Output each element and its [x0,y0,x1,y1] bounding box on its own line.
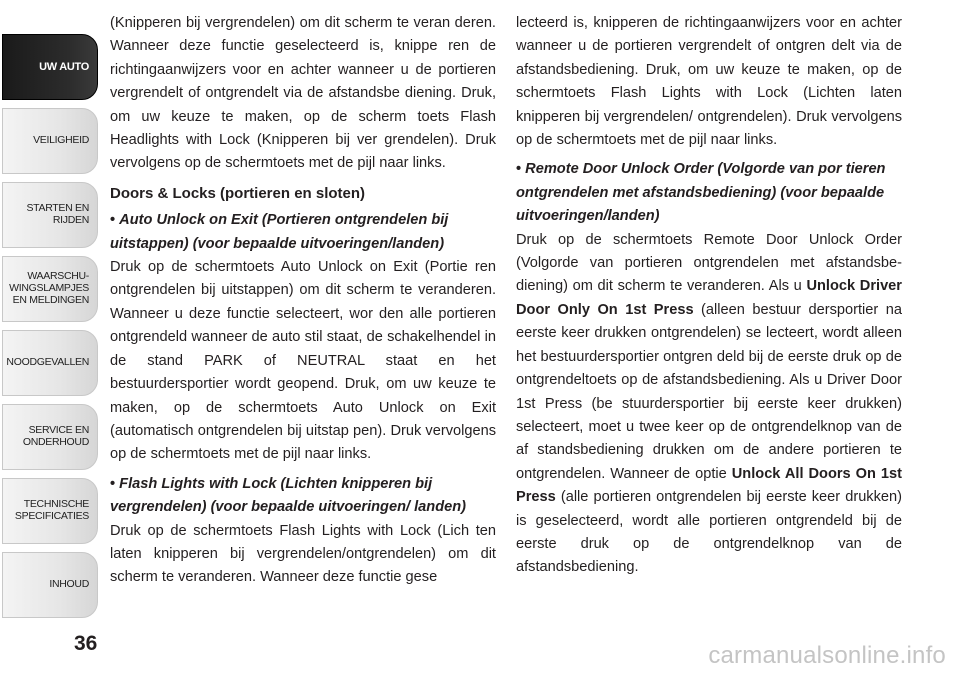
text-run: (alleen bestuur dersportier na eerste keer drukken ontgrendelen) se lecteert, wordt alleen het bestuurdersportier ontgren deld bij de eerste druk op de ontgrendeltoets op de afstandsbediening. Als u Driver Door 1st Press (be stuurdersportier bij eerste keer drukken) selecteert, moet u twee keer op de ontgrendelknop van de af standsbediening drukken om de andere portieren te ontgrendelen. Wanneer de optie [516,301,902,482]
bullet-text-remote-unlock [516,229,902,580]
text-run: Druk op de schermtoets Remote Door Unlock Order (Volgorde van portieren ontgrendelen met afstandsbe diening) om dit scherm te veranderen. Als u [516,231,902,295]
tab-waarschuwingslampjes[interactable]: WAARSCHU- WINGSLAMPJES EN MELDINGEN [2,256,98,322]
tab-veiligheid[interactable]: VEILIGHEID [2,108,98,174]
bullet-icon: • [110,475,120,492]
bullet-title-remote-unlock [516,158,902,228]
tab-service-en-onderhoud[interactable]: SERVICE EN ONDERHOUD [2,404,98,470]
continued-paragraph: lecteerd is, knipperen de richtingaanwijzers voor en achter wanneer u de portieren vergrendelt of ontgren delt via de afstandsbediening. Druk, om uw keuze te maken, op de schermtoets Flash Lights with Lock (Lichten laten knipperen bij vergrendelen/ ontgrendelen). Druk vervolgens op de schermtoets met de pijl naar links. [516,15,902,149]
section-tabs [0,0,104,620]
bold-option: Unlock Driver Door Only On 1st Press [516,278,902,318]
tab-noodgevallen[interactable]: NOODGEVALLEN [2,330,98,396]
right-column [516,12,902,580]
page-number: 36 [74,632,98,655]
watermark: carmanualsonline.info [708,642,946,669]
bullet-text-auto-unlock: Druk op de schermtoets Auto Unlock on Exit (Portie ren ontgrendelen bij uitstappen) om dit scherm te veranderen. Wanneer u deze functie selecteert, wor den alle portieren ontgrendeld wanneer de auto stil staat, de schakelhendel in de stand PARK of NEUTRAL staat en het bestuurdersportier wordt geopend. Druk, om uw keuze te maken, op de schermtoets Auto Unlock on Exit (automatisch ontgrendelen bij uitstap pen). Druk vervolgens op de schermtoets met de pijl naar links. [110,259,496,463]
tab-starten-en-rijden[interactable]: STARTEN EN RIJDEN [2,182,98,248]
tab-uw-auto[interactable]: UW AUTO [2,34,98,100]
tab-inhoud[interactable]: INHOUD [2,552,98,618]
bullet-icon: • [516,161,526,178]
bullet-title-flash-lights [110,473,496,520]
intro-paragraph: (Knipperen bij vergrendelen) om dit scherm te veran deren. Wanneer deze functie geselecteerd is, knippe ren de richtingaanwijzers voor en achter wanneer u de portieren vergrendelt of ontgrendelt via de afstandsbe diening. Druk, om uw keuze te maken, op de scherm toets Flash Headlights with Lock (Knipperen bij ver grendelen). Druk vervolgens op de schermtoets met de pijl naar links. [110,15,496,172]
bold-option: Unlock All Doors On 1st Press [516,465,902,506]
bullet-icon: • [110,212,120,229]
bullet-text-flash-lights: Druk op de schermtoets Flash Lights with Lock (Lich ten laten knipperen bij vergrendelen/ontgrendelen) om dit scherm te veranderen. Wanneer deze functie gese [110,522,496,586]
tab-technische-specificaties[interactable]: TECHNISCHE SPECIFICATIES [2,478,98,544]
text-run: (alle portieren ontgrendelen bij eerste keer drukken) is geselecteerd, wordt alle portieren ontgrendeld bij de eerste druk op de ontgrendelknop van de afstandsbediening. [516,489,902,576]
left-column [110,12,496,590]
bullet-title-text: Auto Unlock on Exit (Portieren ontgrendelen bij uitstappen) (voor bepaalde uitvoeringen/landen) [110,212,449,252]
bullet-title-auto-unlock [110,209,496,256]
section-heading: Doors & Locks (portieren en sloten) [110,184,366,202]
bullet-title-text: Flash Lights with Lock (Lichten knipperen bij vergrendelen) (voor bepaalde uitvoeringen/ landen) [110,475,466,516]
bullet-title-text: Remote Door Unlock Order (Volgorde van por tieren ontgrendelen met afstandsbediening) (voor bepaalde uitvoeringen/landen) [516,161,886,225]
